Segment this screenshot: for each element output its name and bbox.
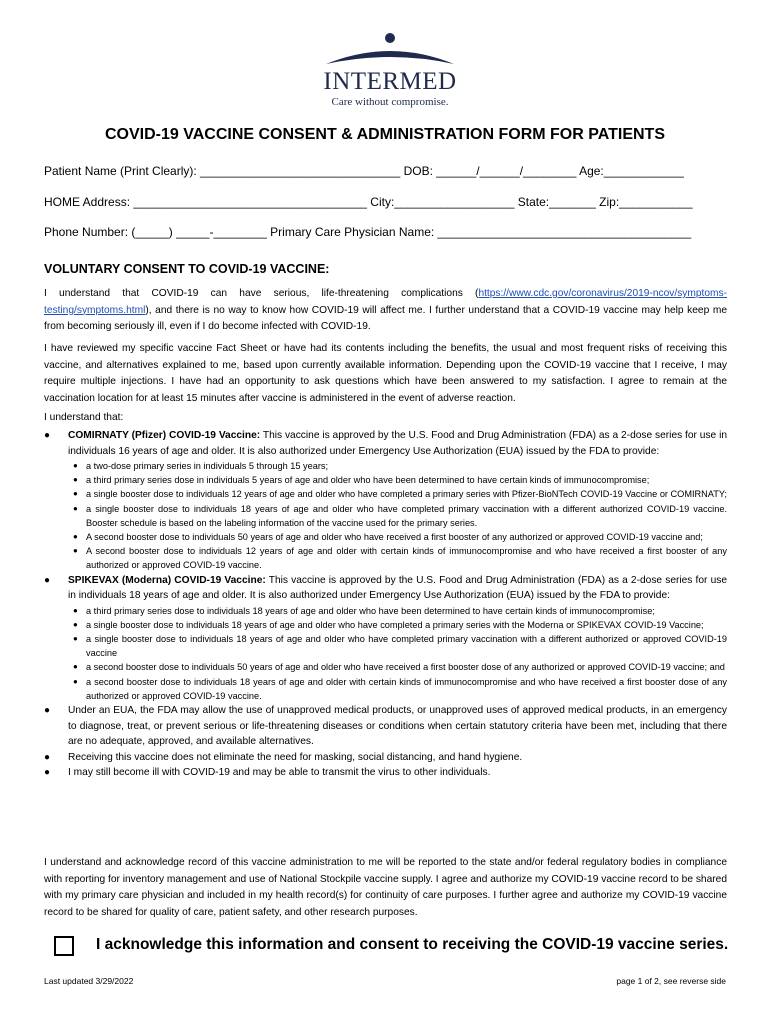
- list-item-text: a third primary series dose to individuals 18 years of age and older who have been determined to have certain kinds of immunocompromise;: [86, 605, 655, 616]
- list-item: [68, 632, 727, 660]
- list-item-text: A second booster dose to individuals 12 years of age and older with certain kinds of immunocompromise and who have received a first booster of any authorized or approved COVID-19 vaccine.: [86, 546, 727, 571]
- list-item: [68, 459, 727, 473]
- bullet-icon: ●: [44, 574, 51, 586]
- list-item: [68, 473, 727, 487]
- list-item-text: a two-dose primary series in individuals 5 through 15 years;: [86, 461, 329, 471]
- list-item-text: a single booster dose to individuals 18 years of age and older who have completed a primary series with the Moderna or SPIKEVAX COVID-19 Vaccine;: [86, 619, 704, 630]
- sub-bullet-icon: ●: [73, 475, 78, 485]
- bullet-icon: ●: [44, 767, 51, 779]
- acknowledge-checkbox[interactable]: [54, 936, 74, 956]
- list-item-text: a single booster dose to individuals 12 years of age and older who have completed a primary series with Pfizer-BioNTech COVID-19 Vaccine or COMIRNATY;: [86, 489, 727, 500]
- list-item-text: A second booster dose to individuals 50 years of age and older who have received a first booster of any authorized or approved COVID-19 vaccine and;: [86, 532, 703, 543]
- cdc-symptoms-link[interactable]: https://www.cdc.gov/coronavirus/2019-ncov/symptoms-testing/symptoms.html: [44, 288, 727, 316]
- patient-name-dob-age-line[interactable]: Patient Name (Print Clearly): ______________________________ DOB: ______/______/________ Age:____________: [44, 164, 684, 178]
- bullet-icon: ●: [44, 705, 51, 717]
- p1-before-text: I understand that COVID-19 can have serious, life-threatening complications (: [44, 288, 479, 299]
- list-item-comirnaty: [44, 428, 727, 573]
- list-item-text: a second booster dose to individuals 50 years of age and older who have received a first booster dose of any authorized or approved COVID-19 vaccine; and: [86, 662, 725, 673]
- sub-bullet-icon: ●: [73, 676, 78, 686]
- comirnaty-sublist: [68, 459, 727, 573]
- sub-bullet-icon: ●: [73, 546, 78, 556]
- page-number-footer: page 1 of 2, see reverse side: [616, 976, 726, 986]
- sub-bullet-icon: ●: [73, 662, 78, 672]
- p1-after-text: ), and there is no way to know how COVID-19 will affect me. I further understand that a COVID-19 vaccine may help keep me from becoming seriously ill, even if I do become infected with COVID-19.: [44, 304, 727, 332]
- understand-intro: I understand that:: [44, 412, 124, 423]
- logo-tagline: Care without compromise.: [331, 96, 449, 108]
- fact-sheet-paragraph: I have reviewed my specific vaccine Fact Sheet or have had its contents including the benefits, the usual and most frequent risks of receiving this vaccine, and alternatives explained to me, based upon currently available information. Depending upon the COVID-19 vaccine that I receive, I may require multiple injections. I have had an opportunity to ask questions which have been answered to my satisfaction. I agree to remain at the vaccination location for at least 15 minutes after vaccine is administered in the event of adverse reaction.: [44, 343, 727, 404]
- voluntary-consent-heading: VOLUNTARY CONSENT TO COVID-19 VACCINE:: [44, 262, 330, 276]
- sub-bullet-icon: ●: [73, 605, 78, 615]
- acknowledge-statement: I acknowledge this information and consent to receiving the COVID-19 vaccine series.: [96, 936, 729, 953]
- spikevax-label: SPIKEVAX (Moderna) COVID-19 Vaccine:: [68, 574, 266, 586]
- spikevax-text: This vaccine is approved by the U.S. Food and Drug Administration (FDA) as a 2-dose series for use in individuals 18 years of age and older. It is also authorized under Emergency Use Authorization (EUA) issued by the FDA to provide:: [68, 574, 727, 602]
- understanding-list: [44, 428, 727, 781]
- spikevax-sublist: [68, 604, 727, 703]
- phone-physician-line[interactable]: Phone Number: (_____) _____-________ Primary Care Physician Name: ______________________________________: [44, 225, 692, 239]
- sub-bullet-icon: ●: [73, 634, 78, 644]
- sub-bullet-icon: ●: [73, 532, 78, 542]
- comirnaty-text: This vaccine is approved by the U.S. Food and Drug Administration (FDA) as a 2-dose series for use in individuals 16 years of age and older. It is also authorized under Emergency Use Authorization (EUA) issued by the FDA to provide:: [68, 430, 728, 457]
- list-item-text: a third primary series dose in individuals 5 years of age and older who have been determined to have certain kinds of immunocompromise;: [86, 475, 650, 486]
- list-item: [68, 604, 727, 618]
- last-updated-footer: Last updated 3/29/2022: [44, 976, 134, 986]
- form-title: COVID-19 VACCINE CONSENT & ADMINISTRATION FORM FOR PATIENTS: [104, 126, 665, 143]
- list-item-text: a second booster dose to individuals 18 years of age and older with certain kinds of immunocompromise and who have received a first booster dose of any authorized or approved COVID-19 vaccine.: [86, 676, 727, 701]
- complications-paragraph: [44, 286, 727, 336]
- bullet-icon: ●: [44, 430, 51, 441]
- list-item-still-ill: [44, 765, 727, 781]
- sub-bullet-icon: ●: [73, 619, 78, 629]
- list-item-masking: [44, 750, 727, 766]
- home-address-line[interactable]: HOME Address: ___________________________________ City:__________________ State:_______ Zip:___________: [44, 195, 693, 209]
- list-item: [68, 544, 727, 572]
- list-item-eua: [44, 703, 727, 750]
- comirnaty-label: COMIRNATY (Pfizer) COVID-19 Vaccine:: [68, 430, 261, 441]
- record-reporting-paragraph: I understand and acknowledge record of this vaccine administration to me will be reported to the state and/or federal regulatory bodies in compliance with reporting for inventory management and use of National Stockpile vaccine supply. I agree and authorize my COVID-19 vaccine record to be shared with my primary care physician and included in my health record(s) for continuity of care purposes. I further agree and authorize my COVID-19 vaccine record to be shared for quality of care, patient safety, and other research purposes.: [44, 857, 727, 918]
- list-item-text: Receiving this vaccine does not eliminate the need for masking, social distancing, and hand hygiene.: [68, 751, 523, 763]
- sub-bullet-icon: ●: [73, 489, 78, 499]
- list-item-spikevax: [44, 573, 727, 703]
- logo-figure-icon: [322, 30, 458, 70]
- list-item-text: a single booster dose to individuals 18 years of age and older who have completed primary vaccination with a different authorized COVID-19 vaccine. Booster schedule is based on the labeling information of the vaccine used for the primary series.: [86, 503, 727, 528]
- list-item: [68, 530, 727, 544]
- sub-bullet-icon: ●: [73, 461, 78, 470]
- bullet-icon: ●: [44, 751, 51, 763]
- list-item: [68, 502, 727, 530]
- list-item: [68, 660, 727, 674]
- list-item-text: I may still become ill with COVID-19 and may be able to transmit the virus to other individuals.: [68, 767, 491, 779]
- intermed-logo: [322, 30, 458, 112]
- list-item: [68, 675, 727, 703]
- list-item-text: a single booster dose to individuals 18 years of age and older who have completed primary vaccination with a different authorized or approved COVID-19 vaccine: [86, 634, 727, 659]
- sub-bullet-icon: ●: [73, 503, 78, 513]
- list-item: [68, 618, 727, 632]
- list-item-text: Under an EUA, the FDA may allow the use of unapproved medical products, or unapproved uses of approved medical products, in an emergency to diagnose, treat, or prevent serious or life-threatening diseases or conditions when certain statutory criteria have been met, including that there are no adequate, approved, and available alternatives.: [68, 705, 727, 748]
- logo-wordmark: INTERMED: [323, 68, 457, 95]
- list-item: [68, 487, 727, 501]
